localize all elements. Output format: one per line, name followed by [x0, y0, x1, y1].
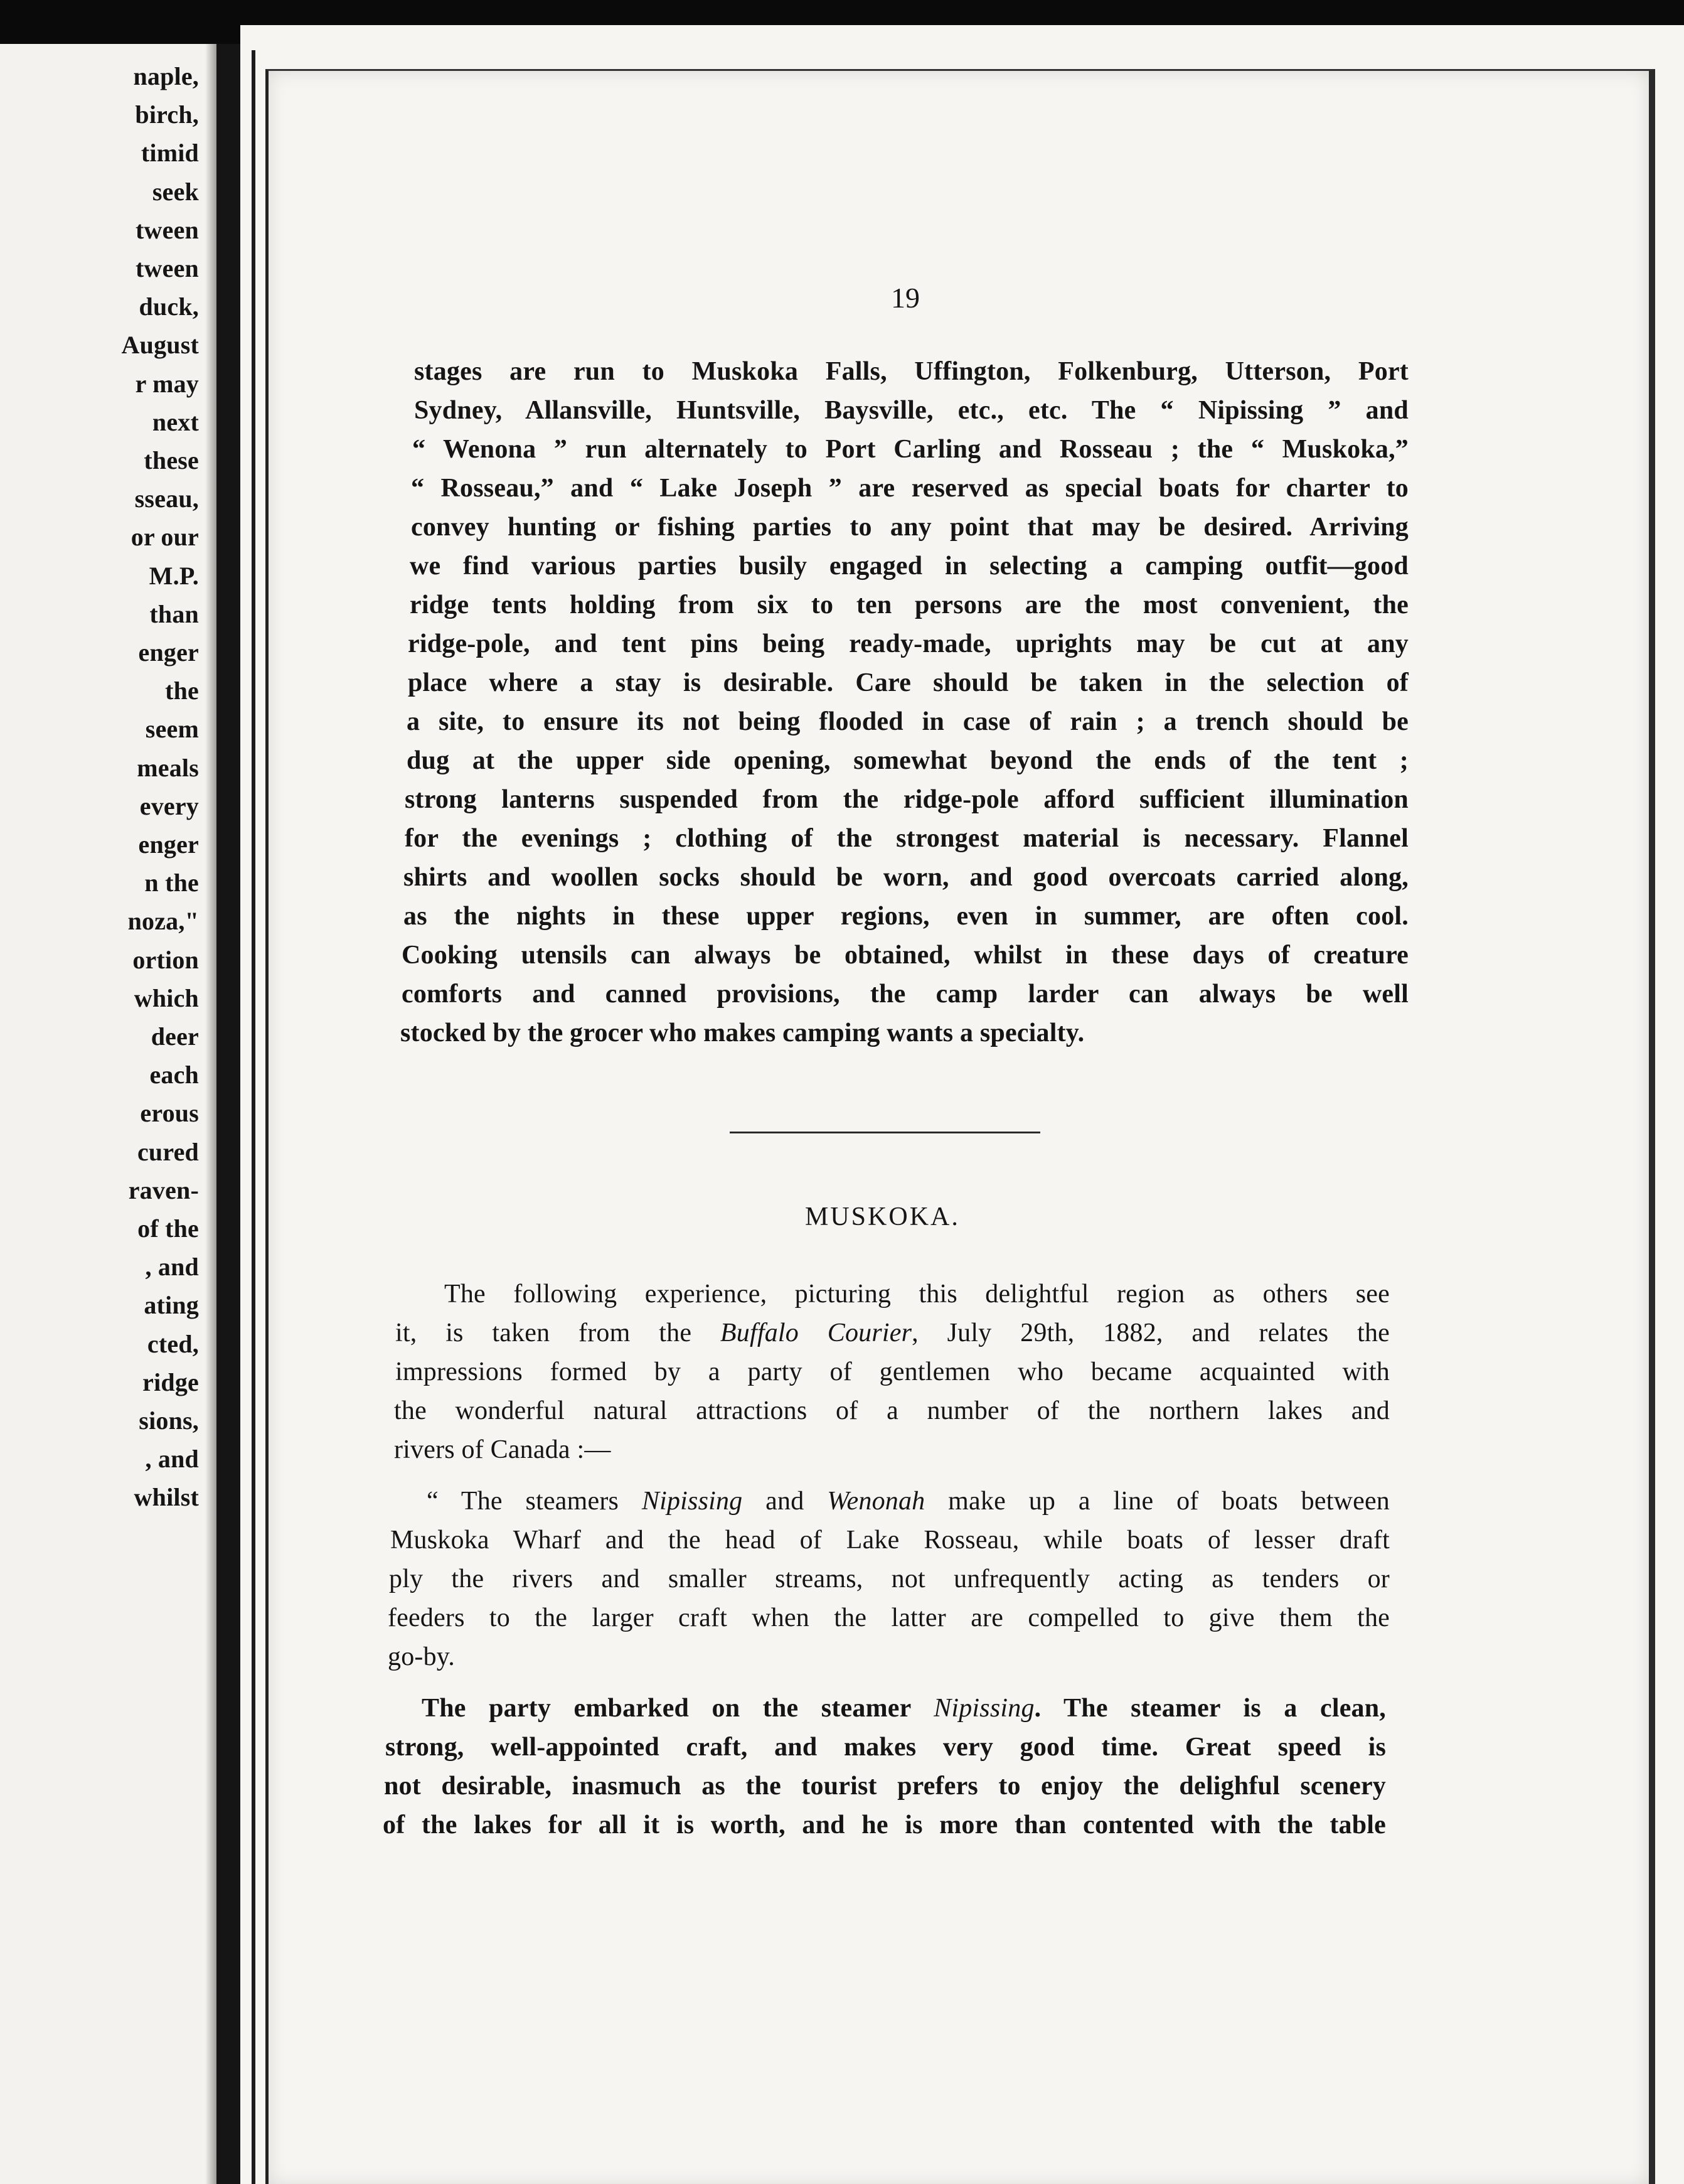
left-page-line: erous [140, 1099, 199, 1128]
left-page-line: sions, [139, 1406, 199, 1435]
left-page-line: noza," [127, 907, 199, 936]
left-page-line: cted, [147, 1329, 199, 1358]
left-page-line: M.P. [149, 561, 199, 590]
left-page-line: which [134, 983, 199, 1012]
text-line: The following experience, picturing this delightful region as others see [444, 1280, 1390, 1309]
text-line: ridge tents holding from six to ten persons are the most convenient, the [410, 591, 1409, 619]
left-page-line: seek [152, 177, 199, 206]
text-line: dug at the upper side opening, somewhat beyond the ends of the tent ; [407, 746, 1409, 775]
text-line: strong lanterns suspended from the ridge-pole afford sufficient illumination [405, 785, 1409, 814]
left-page-line: August [121, 331, 199, 360]
left-page-line: , and [145, 1253, 199, 1282]
section-divider [730, 1132, 1040, 1133]
section-heading: MUSKOKA. [805, 1202, 960, 1231]
text-line: convey hunting or fishing parties to any point that may be desired. Arriving [411, 513, 1409, 542]
text-line: of the lakes for all it is worth, and he is more than contented with the table [383, 1811, 1386, 1839]
left-page-line: naple, [133, 62, 199, 90]
left-page-line: than [149, 599, 199, 628]
left-page-line: r may [135, 369, 199, 398]
left-page-line: tween [136, 254, 199, 282]
right-page [240, 25, 1684, 2184]
left-page-line: raven- [128, 1175, 199, 1204]
left-page-line: every [139, 791, 199, 820]
binding-line [252, 50, 255, 2184]
text-line: for the evenings ; clothing of the strongest material is necessary. Flannel [405, 824, 1409, 853]
left-page-line: of the [137, 1214, 199, 1243]
page-border [265, 69, 1655, 2184]
text-line: we find various parties busily engaged in selecting a camping outfit—good [410, 552, 1409, 581]
left-page-line: next [152, 407, 199, 436]
left-page-line: whilst [134, 1483, 199, 1512]
book-gutter [216, 44, 240, 2184]
text-line: “ Wenona ” run alternately to Port Carling and Rosseau ; the “ Muskoka,” [412, 435, 1409, 464]
left-page-line: seem [145, 715, 199, 744]
text-line: “ Rosseau,” and “ Lake Joseph ” are reserved as special boats for charter to [411, 474, 1409, 503]
page-number: 19 [891, 282, 920, 314]
text-line: Sydney, Allansville, Huntsville, Baysville, etc., etc. The “ Nipissing ” and [414, 396, 1409, 425]
text-line: stocked by the grocer who makes camping wants a specialty. [400, 1019, 1085, 1047]
text-line: Cooking utensils can always be obtained, whilst in these days of creature [402, 941, 1409, 970]
text-line: it, is taken from the Buffalo Courier, July 29th, 1882, and relates the [395, 1319, 1390, 1347]
text-line: strong, well-appointed craft, and makes very good time. Great speed is [385, 1733, 1386, 1762]
left-page-line: the [165, 677, 199, 705]
left-page-line: ating [144, 1291, 199, 1320]
left-page-line: enger [138, 830, 199, 859]
text-line: feeders to the larger craft when the latter are compelled to give them the [388, 1603, 1390, 1632]
text-line: a site, to ensure its not being flooded in case of rain ; a trench should be [407, 707, 1409, 736]
left-page-line: these [144, 446, 199, 474]
left-page-line: deer [151, 1022, 199, 1051]
left-page-line: duck, [139, 292, 199, 321]
left-page-line: meals [137, 753, 199, 782]
left-page-line: ortion [132, 945, 199, 974]
left-page-line: cured [137, 1137, 199, 1166]
left-page-line: tween [136, 215, 199, 244]
left-page-line: birch, [135, 100, 199, 129]
text-line: ridge-pole, and tent pins being ready-made, uprights may be cut at any [408, 629, 1409, 658]
text-line: place where a stay is desirable. Care should be taken in the selection of [408, 668, 1409, 697]
text-line: not desirable, inasmuch as the tourist prefers to enjoy the delighful scenery [384, 1772, 1386, 1801]
left-page-edge-shadow [205, 44, 216, 2184]
text-line: rivers of Canada :— [394, 1435, 611, 1464]
left-page-line: n the [144, 869, 199, 897]
text-line: “ The steamers Nipissing and Wenonah make up a line of boats between [427, 1487, 1390, 1516]
left-page-line: enger [138, 638, 199, 666]
text-line: ply the rivers and smaller streams, not unfrequently acting as tenders or [389, 1565, 1390, 1593]
text-line: Muskoka Wharf and the head of Lake Rosseau, while boats of lesser draft [390, 1526, 1390, 1555]
left-page-line: sseau, [134, 484, 199, 513]
left-page-line: , and [145, 1445, 199, 1474]
text-line: as the nights in these upper regions, even in summer, are often cool. [403, 902, 1409, 931]
text-line: stages are run to Muskoka Falls, Uffington, Folkenburg, Utterson, Port [414, 357, 1409, 386]
text-line: the wonderful natural attractions of a number of the northern lakes and [394, 1396, 1390, 1425]
left-page-line: ridge [142, 1368, 199, 1396]
left-page-line: or our [131, 523, 199, 552]
text-line: impressions formed by a party of gentlemen who became acquainted with [395, 1357, 1390, 1386]
text-line: go-by. [388, 1642, 455, 1671]
left-page-line: timid [141, 139, 199, 168]
text-line: comforts and canned provisions, the camp larder can always be well [402, 980, 1409, 1009]
left-page-line: each [149, 1061, 199, 1089]
text-line: shirts and woollen socks should be worn, and good overcoats carried along, [403, 863, 1409, 892]
text-line: The party embarked on the steamer Nipissing. The steamer is a clean, [422, 1694, 1386, 1723]
left-page-fragment [0, 44, 216, 2184]
